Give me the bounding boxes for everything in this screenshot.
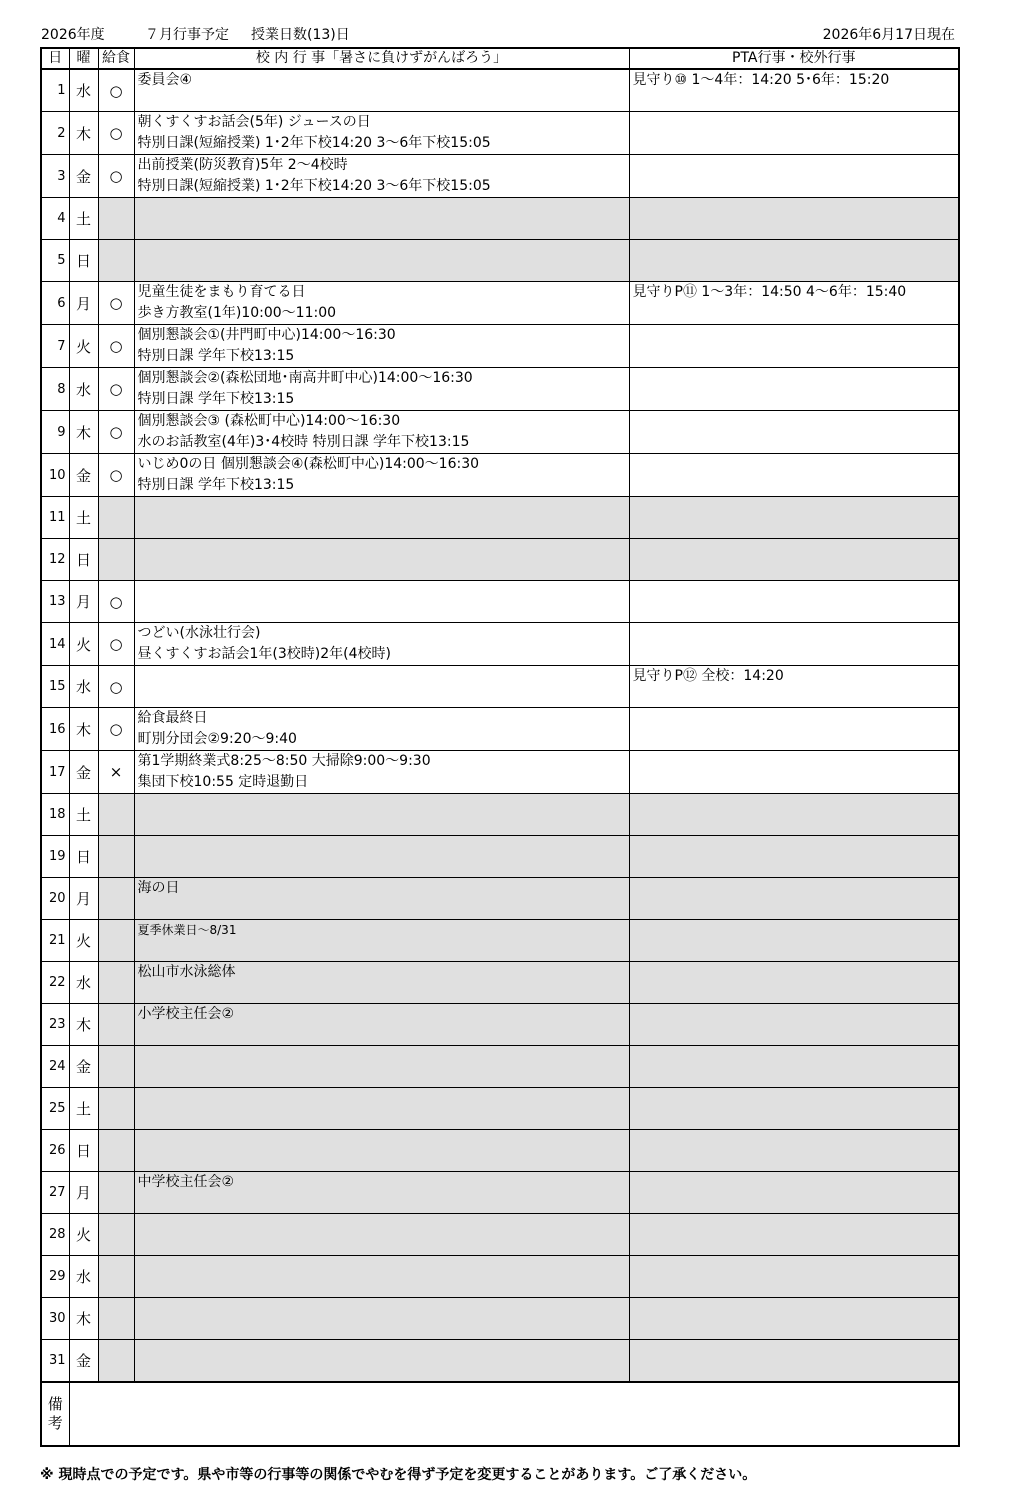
weekday: 金 [69,751,98,794]
school-events-cell [134,282,629,325]
school-events-cell [134,920,629,962]
lunch-mark [98,920,134,962]
pta-events-cell [629,454,959,497]
lunch-mark: ○ [98,368,134,411]
school-events-cell [134,411,629,454]
day-row [41,1214,959,1256]
day-number: 19 [41,836,69,878]
weekday: 金 [69,1340,98,1383]
weekday: 水 [69,368,98,411]
day-row [41,920,959,962]
weekday: 金 [69,1046,98,1088]
weekday: 日 [69,1130,98,1172]
school-events-cell [134,69,629,112]
weekday: 木 [69,708,98,751]
lunch-mark [98,1172,134,1214]
school-events-cell [134,325,629,368]
weekday: 水 [69,69,98,112]
weekday: 月 [69,581,98,623]
weekday: 日 [69,836,98,878]
event-line: 給食最終日 [137,710,208,726]
school-events-cell [134,1004,629,1046]
day-number: 7 [41,325,69,368]
lunch-mark: ○ [98,325,134,368]
event-line: 松山市水泳総体 [137,964,236,980]
event-line: 特別日課 学年下校13:15 [137,477,295,493]
event-line: 昼くすくすお話会1年(3校時)2年(4校時) [137,646,391,662]
day-number: 8 [41,368,69,411]
weekday: 土 [69,794,98,836]
pta-events-cell [629,155,959,198]
weekday: 火 [69,325,98,368]
pta-events-cell [629,1340,959,1383]
day-row [41,411,959,454]
lunch-mark [98,539,134,581]
remarks-label [41,1382,69,1446]
day-number: 27 [41,1172,69,1214]
school-events-cell [134,751,629,794]
school-events-cell [134,708,629,751]
school-events-cell [134,1088,629,1130]
day-row [41,368,959,411]
pta-events-cell [629,878,959,920]
pta-events-cell [629,962,959,1004]
lunch-mark [98,240,134,282]
day-number: 1 [41,69,69,112]
pta-events-cell [629,623,959,666]
school-events-cell [134,794,629,836]
event-line: 個別懇談会③ (森松町中心)14:00～16:30 [137,413,401,429]
lunch-mark [98,497,134,539]
event-line: 水のお話教室(4年)3･4校時 特別日課 学年下校13:15 [137,434,470,450]
event-line: 特別日課(短縮授業) 1･2年下校14:20 3～6年下校15:05 [137,178,491,194]
pta-events-cell [629,112,959,155]
lunch-mark: ○ [98,581,134,623]
col-weekday: 曜 [69,48,98,69]
day-row [41,708,959,751]
event-line: 小学校主任会② [137,1006,235,1022]
weekday: 月 [69,282,98,325]
fiscal-year: 2026年度 [41,27,105,43]
day-number: 15 [41,666,69,708]
weekday: 木 [69,1298,98,1340]
weekday: 土 [69,198,98,240]
lunch-mark [98,1298,134,1340]
weekday: 水 [69,666,98,708]
school-events-cell [134,368,629,411]
page-header [41,24,957,46]
day-number: 22 [41,962,69,1004]
lunch-mark [98,1130,134,1172]
pta-events-cell [629,1004,959,1046]
weekday: 水 [69,1256,98,1298]
schedule-body [41,69,959,1382]
pta-events-cell [629,751,959,794]
day-number: 11 [41,497,69,539]
day-number: 4 [41,198,69,240]
pta-events-cell [629,1256,959,1298]
lesson-days: 授業日数(13)日 [251,27,350,43]
weekday: 日 [69,539,98,581]
pta-events-cell [629,1298,959,1340]
event-line: 出前授業(防災教育)5年 2～4校時 [137,157,348,173]
school-events-cell [134,1298,629,1340]
school-events-cell [134,962,629,1004]
event-line: つどい(水泳壮行会) [137,625,261,641]
lunch-mark [98,1214,134,1256]
day-number: 2 [41,112,69,155]
pta-events-cell [629,794,959,836]
lunch-mark: ○ [98,666,134,708]
lunch-mark [98,1046,134,1088]
day-row [41,751,959,794]
weekday: 金 [69,454,98,497]
day-row [41,240,959,282]
day-number: 17 [41,751,69,794]
school-events-cell [134,539,629,581]
weekday: 木 [69,411,98,454]
pta-events-cell [629,920,959,962]
school-events-cell [134,240,629,282]
lunch-mark [98,836,134,878]
day-row [41,454,959,497]
day-row [41,282,959,325]
pta-events-cell [629,497,959,539]
weekday: 木 [69,1004,98,1046]
event-line: 個別懇談会①(井門町中心)14:00～16:30 [137,327,396,343]
school-events-cell [134,1046,629,1088]
pta-events-cell [629,198,959,240]
day-row [41,1298,959,1340]
day-number: 12 [41,539,69,581]
day-row [41,1088,959,1130]
day-row [41,497,959,539]
day-row [41,1130,959,1172]
col-pta-events: PTA行事・校外行事 [629,48,959,69]
event-line: 特別日課(短縮授業) 1･2年下校14:20 3～6年下校15:05 [137,135,491,151]
day-row [41,325,959,368]
pta-events-cell [629,836,959,878]
lunch-mark: ○ [98,623,134,666]
pta-events-cell [629,1088,959,1130]
event-line: 個別懇談会②(森松団地･南高井町中心)14:00～16:30 [137,370,473,386]
lunch-mark [98,1256,134,1298]
weekday: 土 [69,497,98,539]
school-events-cell [134,836,629,878]
day-row [41,666,959,708]
day-number: 25 [41,1088,69,1130]
school-events-cell [134,112,629,155]
as-of-date: 2026年6月17日現在 [822,27,955,43]
remarks-label-text: 備考 [47,1395,63,1432]
school-events-cell [134,1130,629,1172]
day-number: 9 [41,411,69,454]
school-events-cell [134,497,629,539]
remarks-row [41,1382,959,1446]
day-row [41,794,959,836]
pta-events-cell [629,666,959,708]
event-line: 集団下校10:55 定時退勤日 [137,774,309,790]
pta-events-cell [629,411,959,454]
school-events-cell [134,581,629,623]
weekday: 日 [69,240,98,282]
col-school-events: 校 内 行 事「暑さに負けずがんばろう」 [134,48,629,69]
event-line: 朝くすくすお話会(5年) ジュースの日 [137,114,371,130]
school-events-cell [134,1172,629,1214]
day-number: 6 [41,282,69,325]
pta-events-cell [629,282,959,325]
lunch-mark [98,1088,134,1130]
school-events-cell [134,666,629,708]
weekday: 火 [69,623,98,666]
day-number: 3 [41,155,69,198]
school-events-cell [134,1340,629,1383]
remarks-content [69,1382,959,1446]
school-events-cell [134,1214,629,1256]
day-number: 10 [41,454,69,497]
day-number: 18 [41,794,69,836]
weekday: 木 [69,112,98,155]
day-row [41,1046,959,1088]
day-row [41,198,959,240]
event-line: 歩き方教室(1年)10:00～11:00 [137,305,337,321]
col-lunch: 給食 [98,48,134,69]
pta-events-cell [629,368,959,411]
event-line: 特別日課 学年下校13:15 [137,348,295,364]
school-events-cell [134,155,629,198]
weekday: 火 [69,1214,98,1256]
lunch-mark [98,878,134,920]
day-row [41,836,959,878]
day-row [41,69,959,112]
lunch-mark: ○ [98,155,134,198]
col-day: 日 [41,48,69,69]
header-row [41,48,959,69]
pta-events-cell [629,69,959,112]
school-events-cell [134,454,629,497]
school-events-cell [134,623,629,666]
day-number: 28 [41,1214,69,1256]
pta-line: 見守りP⑪ 1～3年：14:50 4～6年：15:40 [632,284,907,300]
day-row [41,962,959,1004]
lunch-mark: ○ [98,282,134,325]
weekday: 土 [69,1088,98,1130]
lunch-mark [98,794,134,836]
event-line: 特別日課 学年下校13:15 [137,391,295,407]
pta-events-cell [629,1130,959,1172]
day-number: 24 [41,1046,69,1088]
lunch-mark [98,962,134,1004]
day-row [41,112,959,155]
event-line: 夏季休業日～8/31 [137,923,237,937]
lunch-mark [98,1004,134,1046]
lunch-mark [98,198,134,240]
schedule-table [40,47,960,1447]
pta-events-cell [629,1046,959,1088]
day-number: 16 [41,708,69,751]
day-number: 5 [41,240,69,282]
pta-events-cell [629,708,959,751]
day-row [41,878,959,920]
lunch-mark: ○ [98,112,134,155]
event-line: いじめ0の日 個別懇談会④(森松町中心)14:00～16:30 [137,456,480,472]
day-row [41,1256,959,1298]
day-number: 23 [41,1004,69,1046]
weekday: 火 [69,920,98,962]
day-number: 29 [41,1256,69,1298]
event-line: 委員会④ [137,72,193,88]
event-line: 海の日 [137,880,180,896]
day-row [41,1340,959,1383]
event-line: 児童生徒をまもり育てる日 [137,284,306,300]
day-number: 21 [41,920,69,962]
day-row [41,155,959,198]
pta-events-cell [629,539,959,581]
lunch-mark: × [98,751,134,794]
pta-events-cell [629,325,959,368]
day-row [41,623,959,666]
weekday: 月 [69,1172,98,1214]
day-number: 26 [41,1130,69,1172]
lunch-mark: ○ [98,708,134,751]
pta-events-cell [629,581,959,623]
day-row [41,1004,959,1046]
day-number: 20 [41,878,69,920]
lunch-mark: ○ [98,454,134,497]
month-title: ７月行事予定 [145,27,229,43]
pta-events-cell [629,1172,959,1214]
event-line: 中学校主任会② [137,1174,235,1190]
event-line: 第1学期終業式8:25～8:50 大掃除9:00～9:30 [137,753,431,769]
school-events-cell [134,198,629,240]
school-events-cell [134,1256,629,1298]
event-line: 町別分団会②9:20～9:40 [137,731,297,747]
lunch-mark [98,1340,134,1383]
day-number: 13 [41,581,69,623]
day-row [41,1172,959,1214]
day-row [41,581,959,623]
day-number: 31 [41,1340,69,1383]
weekday: 月 [69,878,98,920]
weekday: 水 [69,962,98,1004]
school-events-cell [134,878,629,920]
weekday: 金 [69,155,98,198]
day-number: 30 [41,1298,69,1340]
pta-line: 見守り⑩ 1～4年：14:20 5･6年：15:20 [632,72,890,88]
pta-line: 見守りP⑫ 全校：14:20 [632,668,784,684]
pta-events-cell [629,240,959,282]
lunch-mark: ○ [98,69,134,112]
lunch-mark: ○ [98,411,134,454]
day-row [41,539,959,581]
footer-note: ※ 現時点での予定です。県や市等の行事等の関係でやむを得ず予定を変更することがあります。ご了承ください。 [40,1467,757,1483]
day-number: 14 [41,623,69,666]
pta-events-cell [629,1214,959,1256]
